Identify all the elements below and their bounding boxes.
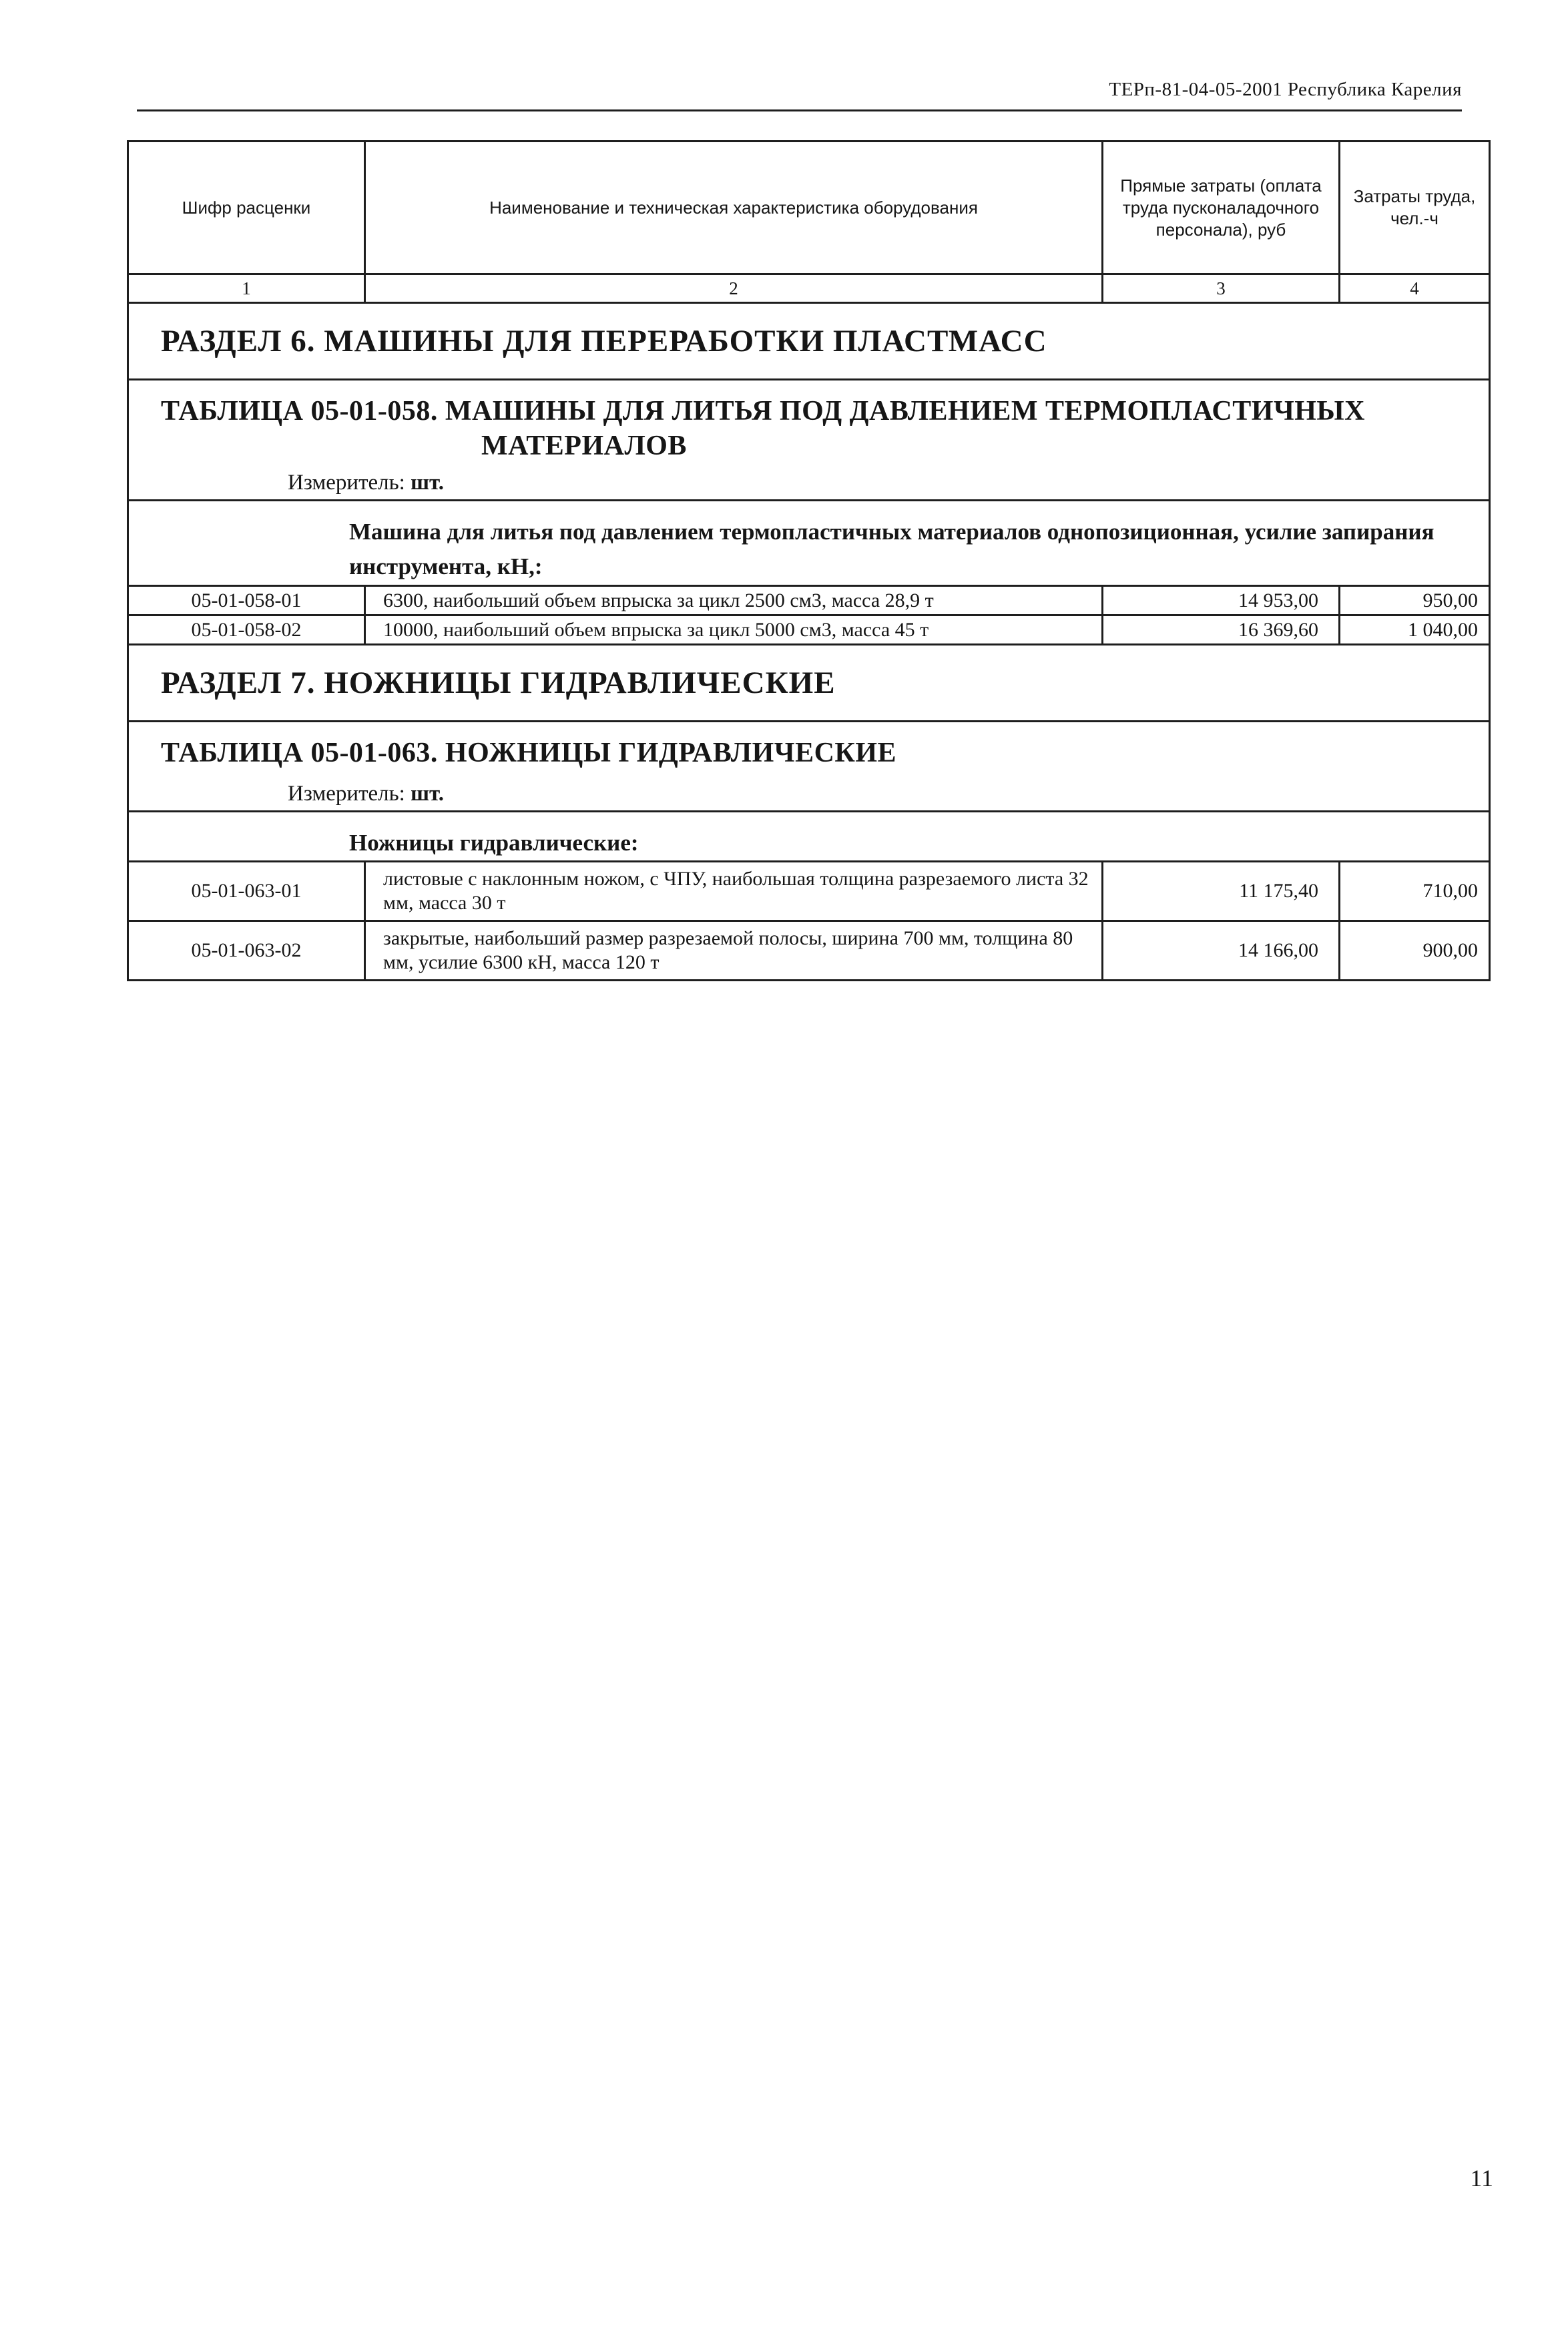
- rate-labor: 710,00: [1340, 862, 1490, 921]
- rate-direct-cost: 16 369,60: [1103, 615, 1340, 645]
- header-labor-costs: Затраты труда, чел.-ч: [1340, 142, 1490, 274]
- table-058-title: [161, 394, 1365, 463]
- rates-table: [127, 140, 1491, 981]
- table-063-title-line1: ТАБЛИЦА 05-01-063. НОЖНИЦЫ ГИДРАВЛИЧЕСКИЕ: [161, 738, 897, 768]
- rate-description: 6300, наибольший объем впрыска за цикл 2500 см3, масса 28,9 т: [365, 586, 1103, 615]
- table-row: [128, 586, 1490, 615]
- table-058-title-line2: МАТЕРИАЛОВ: [481, 431, 687, 461]
- group-063-heading: Ножницы гидравлические:: [349, 830, 639, 856]
- page-number: 11: [1470, 2165, 1493, 2191]
- section-7-row: [128, 645, 1490, 722]
- group-063-cell: [128, 812, 1490, 862]
- table-058-unit: [288, 471, 444, 495]
- table-063-unit: [288, 782, 444, 806]
- header-direct-costs: Прямые затраты (оплата труда пусконаладочного персонала), руб: [1103, 142, 1340, 274]
- unit-value: шт.: [411, 782, 444, 806]
- running-head-text: ТЕРп-81-04-05-2001 Республика Карелия: [1109, 79, 1462, 100]
- column-number: 2: [365, 274, 1103, 303]
- rate-direct-cost: 14 166,00: [1103, 921, 1340, 981]
- group-058-row: [128, 501, 1490, 586]
- group-058-heading: Машина для литья под давлением термопластичных материалов однопозиционная, усилие запирания инструмента, кН,:: [349, 519, 1434, 579]
- section-6-row: [128, 303, 1490, 380]
- section-6-title: РАЗДЕЛ 6. МАШИНЫ ДЛЯ ПЕРЕРАБОТКИ ПЛАСТМАСС: [128, 303, 1490, 380]
- table-063-title: [161, 736, 896, 770]
- rate-description: 10000, наибольший объем впрыска за цикл 5000 см3, масса 45 т: [365, 615, 1103, 645]
- rate-labor: 900,00: [1340, 921, 1490, 981]
- unit-label: Измеритель:: [288, 782, 405, 806]
- table-row: [128, 921, 1490, 981]
- header-code: Шифр расценки: [128, 142, 365, 274]
- rate-description: листовые с наклонным ножом, с ЧПУ, наибольшая толщина разрезаемого листа 32 мм, масса 30 т: [365, 862, 1103, 921]
- table-row: [128, 862, 1490, 921]
- group-063-row: [128, 812, 1490, 862]
- column-number: 3: [1103, 274, 1340, 303]
- table-058-title-line1: ТАБЛИЦА 05-01-058. МАШИНЫ ДЛЯ ЛИТЬЯ ПОД ДАВЛЕНИЕМ ТЕРМОПЛАСТИЧНЫХ: [161, 396, 1366, 427]
- group-058-cell: [128, 501, 1490, 586]
- header-description: Наименование и техническая характеристика оборудования: [365, 142, 1103, 274]
- column-number: 4: [1340, 274, 1490, 303]
- rate-direct-cost: 11 175,40: [1103, 862, 1340, 921]
- column-numbers-row: [128, 274, 1490, 303]
- unit-label: Измеритель:: [288, 471, 405, 495]
- rate-labor: 950,00: [1340, 586, 1490, 615]
- rate-description: закрытые, наибольший размер разрезаемой полосы, ширина 700 мм, толщина 80 мм, усилие 6300 кН, масса 120 т: [365, 921, 1103, 981]
- rate-direct-cost: 14 953,00: [1103, 586, 1340, 615]
- rate-code: 05-01-063-01: [128, 862, 365, 921]
- table-063-title-cell: [128, 722, 1490, 812]
- rate-code: 05-01-058-02: [128, 615, 365, 645]
- column-number: 1: [128, 274, 365, 303]
- table-row: [128, 615, 1490, 645]
- rate-code: 05-01-063-02: [128, 921, 365, 981]
- table-058-title-cell: [128, 380, 1490, 501]
- unit-value: шт.: [411, 471, 444, 495]
- rate-labor: 1 040,00: [1340, 615, 1490, 645]
- rate-code: 05-01-058-01: [128, 586, 365, 615]
- table-058-title-row: [128, 380, 1490, 501]
- table-063-title-row: [128, 722, 1490, 812]
- header-row: [128, 142, 1490, 274]
- section-7-title: РАЗДЕЛ 7. НОЖНИЦЫ ГИДРАВЛИЧЕСКИЕ: [128, 645, 1490, 722]
- running-header: [137, 75, 1462, 111]
